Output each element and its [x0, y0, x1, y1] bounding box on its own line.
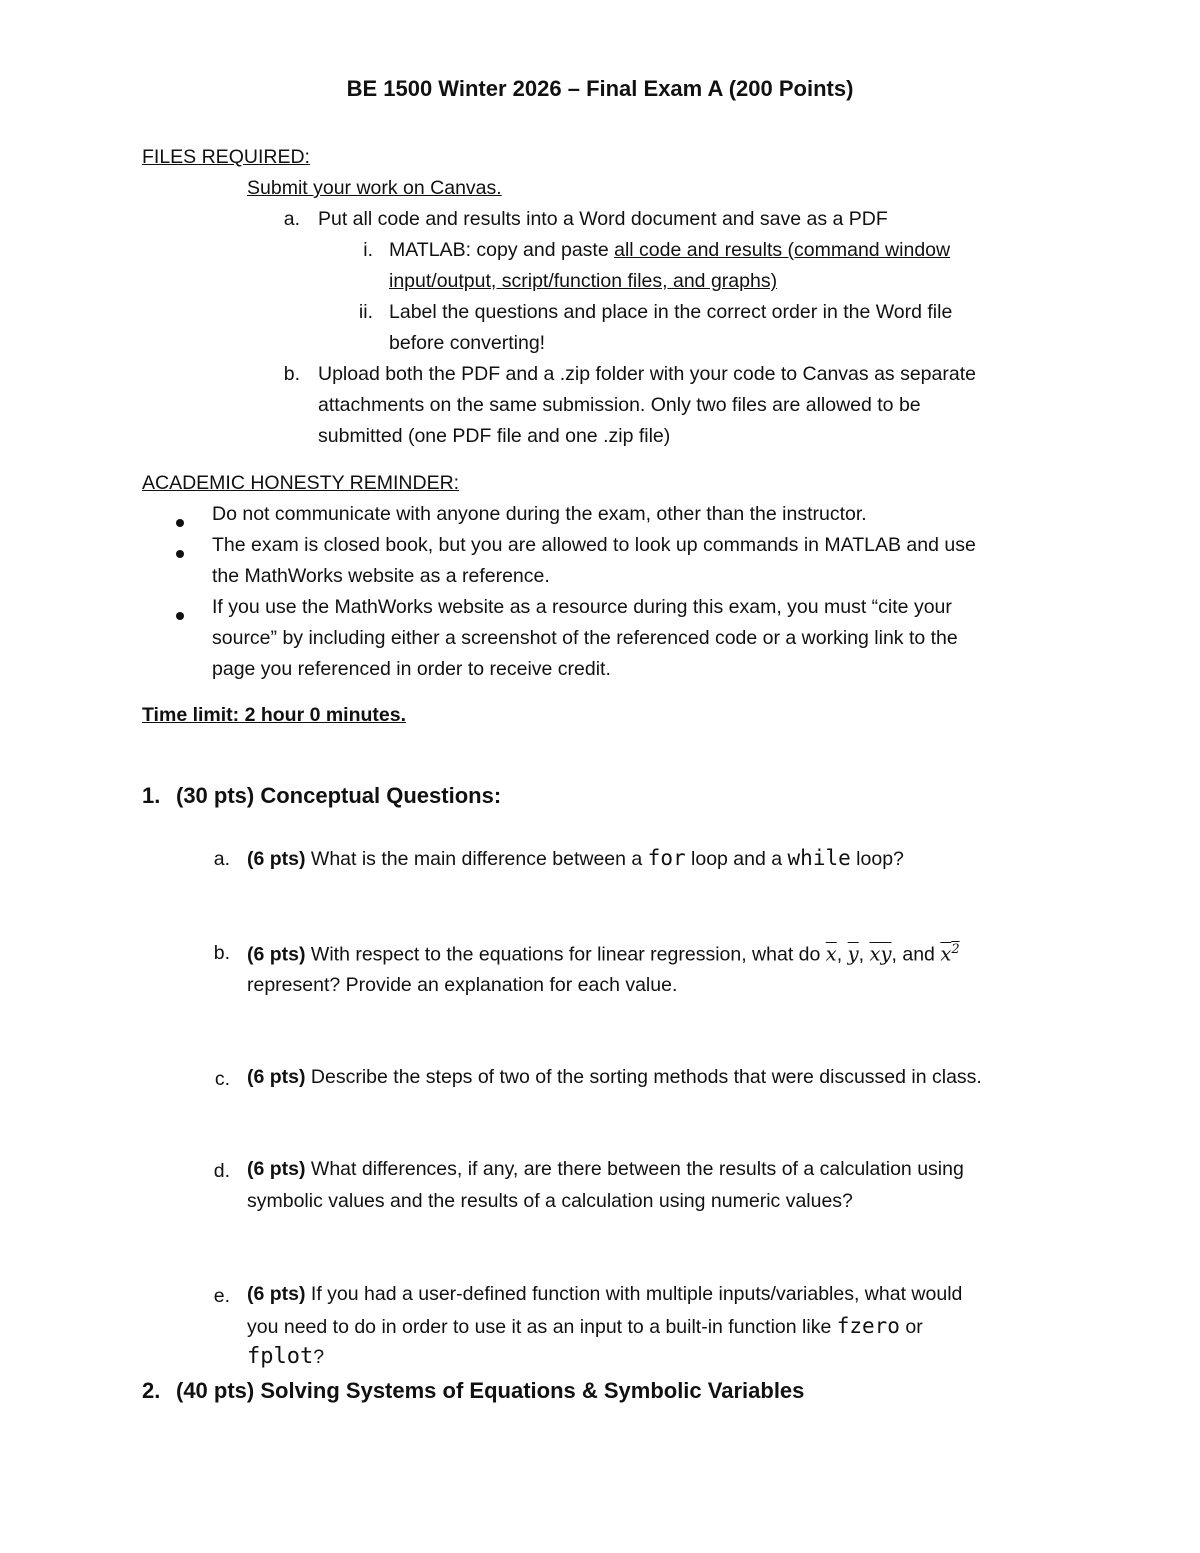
question-1-number: 1. — [142, 783, 161, 808]
question-2-heading: (40 pts) Solving Systems of Equations & Symbolic Variables — [176, 1378, 805, 1403]
math-y-bar: $\overline{y}$ — [847, 942, 859, 966]
question-2-number: 2. — [142, 1378, 161, 1403]
bullet-dot — [176, 550, 184, 558]
q1e-points: (6 pts) — [247, 1283, 306, 1305]
q1c-label: c. — [214, 1068, 230, 1090]
q1b-points: (6 pts) — [247, 943, 306, 966]
question-1-heading: (30 pts) Conceptual Questions: — [176, 783, 502, 808]
submit-canvas-line: Submit your work on Canvas. — [247, 177, 502, 199]
q1e-text-line3: fplot? — [247, 1344, 325, 1369]
files-item-a: Put all code and results into a Word document and save as a PDF — [318, 208, 888, 230]
honesty-heading: ACADEMIC HONESTY REMINDER: — [142, 472, 460, 494]
list-label-a: a. — [283, 208, 300, 230]
bullet-dot — [176, 519, 184, 527]
page-title: BE 1500 Winter 2026 – Final Exam A (200 Points) — [346, 76, 854, 101]
q1e-text-line2: you need to do in order to use it as an input to a built-in function like fzero or — [247, 1314, 923, 1338]
files-item-i-continued: input/output, script/function files, and graphs) — [389, 270, 778, 292]
files-item-i — [389, 239, 950, 262]
math-x-squared-bar: $x^2$ — [940, 942, 960, 966]
q1d-points: (6 pts) — [247, 1158, 306, 1180]
code-for: for — [647, 846, 686, 870]
files-item-b-line2: attachments on the same submission. Only two files are allowed to be — [318, 394, 921, 416]
q1e-text: (6 pts) If you had a user-defined function with multiple inputs/variables, what would — [247, 1283, 963, 1305]
q1d-label: d. — [213, 1160, 230, 1182]
files-item-ii: Label the questions and place in the correct order in the Word file — [389, 301, 953, 323]
files-item-ii-continued: before converting! — [389, 332, 546, 354]
q1a-text: (6 pts) What is the main difference between a for loop and a while loop? — [247, 846, 904, 870]
time-limit: Time limit: 2 hour 0 minutes. — [142, 704, 407, 726]
q1b-label: b. — [213, 942, 230, 964]
honesty-bullet-3-line2: source” by including either a screenshot of the referenced code or a working link to the — [212, 627, 958, 649]
honesty-bullet-1: Do not communicate with anyone during the exam, other than the instructor. — [212, 503, 867, 525]
honesty-bullet-2-continued: the MathWorks website as a reference. — [212, 565, 550, 587]
list-label-ii: ii. — [358, 301, 373, 323]
q1d-text: (6 pts) What differences, if any, are there between the results of a calculation using — [247, 1158, 964, 1180]
files-item-b: Upload both the PDF and a .zip folder with your code to Canvas as separate — [318, 363, 976, 385]
honesty-bullet-3-line3: page you referenced in order to receive credit. — [212, 658, 611, 680]
list-label-i: i. — [363, 239, 373, 261]
files-required-heading: FILES REQUIRED: — [142, 146, 310, 168]
q1a-points: (6 pts) — [247, 848, 306, 870]
math-xy-bar: $\overline{xy}$ — [869, 942, 892, 966]
code-fzero: fzero — [836, 1314, 900, 1338]
list-label-b: b. — [283, 363, 300, 385]
q1c-points: (6 pts) — [247, 1066, 306, 1088]
files-item-i-plain: MATLAB: copy and paste — [389, 239, 615, 261]
q1a-label: a. — [213, 848, 230, 870]
honesty-bullet-2: The exam is closed book, but you are allowed to look up commands in MATLAB and use — [212, 534, 976, 556]
q1e-label: e. — [213, 1285, 230, 1307]
q1b-text-continued: represent? Provide an explanation for each value. — [247, 974, 678, 996]
q1c-text: (6 pts) Describe the steps of two of the sorting methods that were discussed in class. — [247, 1066, 982, 1088]
files-item-b-line3: submitted (one PDF file and one .zip file) — [318, 425, 671, 447]
code-fplot: fplot — [247, 1344, 314, 1369]
bullet-dot — [176, 612, 184, 620]
honesty-bullet-3: If you use the MathWorks website as a resource during this exam, you must “cite your — [212, 596, 952, 618]
code-while: while — [787, 846, 851, 870]
files-item-i-underlined: all code and results (command window — [614, 239, 951, 261]
math-x-bar: $\overline{x}$ — [825, 942, 837, 966]
q1d-text-continued: symbolic values and the results of a calculation using numeric values? — [247, 1190, 853, 1212]
q1b-text: (6 pts) With respect to the equations for linear regression, what do $\overline{x}$, $\overline{y}$, $\overline{xy}$, and $x^2$ — [247, 942, 960, 966]
